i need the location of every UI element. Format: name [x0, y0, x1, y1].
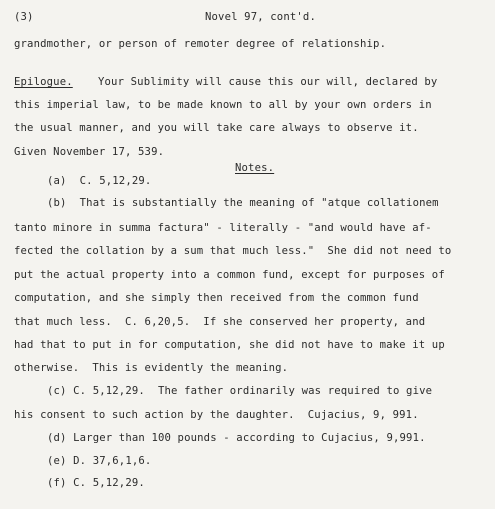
note-c-line-2: his consent to such action by the daughter. Cujacius, 9, 991. — [14, 409, 419, 421]
page-number: (3) — [14, 11, 34, 23]
note-b-line-4: put the actual property into a common fund, except for purposes of — [14, 269, 445, 281]
note-b-line-6: that much less. C. 6,20,5. If she conserved her property, and — [14, 316, 426, 328]
body-line-1: grandmother, or person of remoter degree of relationship. — [14, 38, 387, 50]
epilogue-text-line-1: Your Sublimity will cause this our will, declared by — [98, 76, 438, 88]
note-c-line-1: (c) C. 5,12,29. The father ordinarily was required to give — [47, 385, 433, 397]
note-f: (f) C. 5,12,29. — [47, 477, 145, 489]
epilogue-label: Epilogue. — [14, 76, 73, 88]
epilogue-text-line-2: this imperial law, to be made known to all by your own orders in — [14, 99, 432, 111]
note-d: (d) Larger than 100 pounds - according to Cujacius, 9,991. — [47, 432, 426, 444]
note-b-line-2: tanto minore in summa factura" - literally - "and would have af- — [14, 222, 432, 234]
notes-heading: Notes. — [235, 162, 275, 174]
epilogue-date-line: Given November 17, 539. — [14, 146, 165, 158]
note-a: (a) C. 5,12,29. — [47, 175, 152, 187]
note-b-line-1: (b) That is substantially the meaning of "atque collationem — [47, 197, 439, 209]
note-b-line-8: otherwise. This is evidently the meaning. — [14, 362, 289, 374]
note-e: (e) D. 37,6,1,6. — [47, 455, 152, 467]
note-b-line-7: had that to put in for computation, she did not have to make it up — [14, 339, 445, 351]
page-title: Novel 97, cont'd. — [205, 11, 316, 23]
epilogue-text-line-3: the usual manner, and you will take care always to observe it. — [14, 122, 419, 134]
note-b-line-5: computation, and she simply then received from the common fund — [14, 292, 419, 304]
note-b-line-3: fected the collation by a sum that much less." She did not need to — [14, 245, 452, 257]
